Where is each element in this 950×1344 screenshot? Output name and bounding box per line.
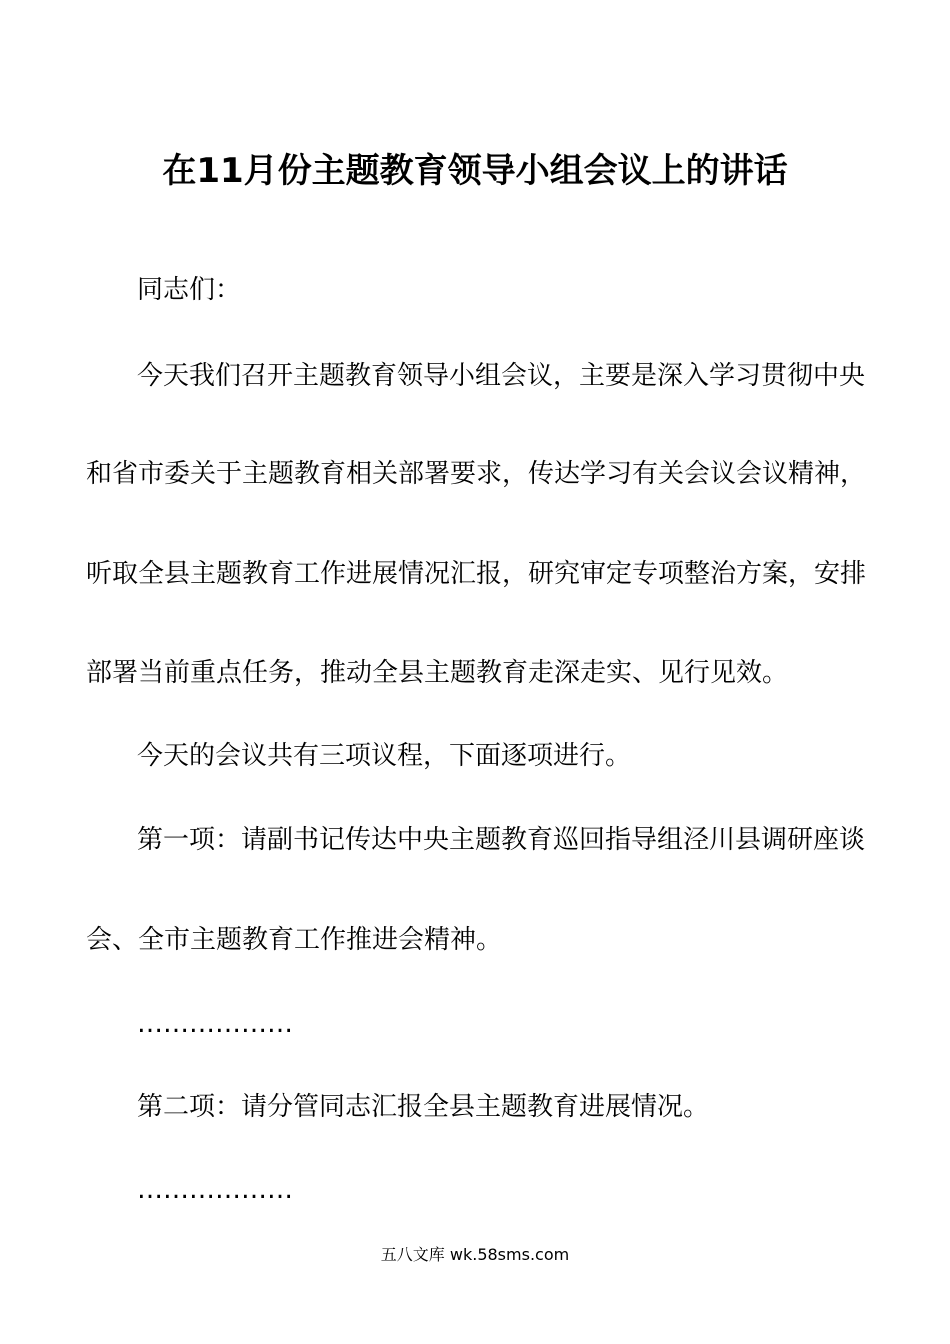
paragraph-line: 今天的会议共有三项议程，下面逐项进行。 [137,741,632,771]
paragraph-line: 部署当前重点任务，推动全县主题教育走深走实、见行见效。 [86,658,789,688]
paragraph-line: 今天我们召开主题教育领导小组会议，主要是深入学习贯彻中央 [137,361,866,391]
agenda-item-2: 第二项：请分管同志汇报全县主题教育进展情况。 [137,1092,710,1122]
agenda-item-1: 第一项：请副书记传达中央主题教育巡回指导组泾川县调研座谈 [137,825,866,855]
document-title: 在11月份主题教育领导小组会议上的讲话 [162,151,788,191]
ellipsis: ……………… [137,1009,293,1039]
paragraph-line: 和省市委关于主题教育相关部署要求，传达学习有关会议会议精神， [86,459,867,489]
paragraph-line: 会、全市主题教育工作推进会精神。 [86,925,503,955]
footer-watermark: 五八文库 wk.58sms.com [380,1245,570,1264]
ellipsis: ……………… [137,1175,293,1205]
salutation: 同志们： [137,275,242,305]
paragraph-line: 听取全县主题教育工作进展情况汇报，研究审定专项整治方案，安排 [86,559,867,589]
